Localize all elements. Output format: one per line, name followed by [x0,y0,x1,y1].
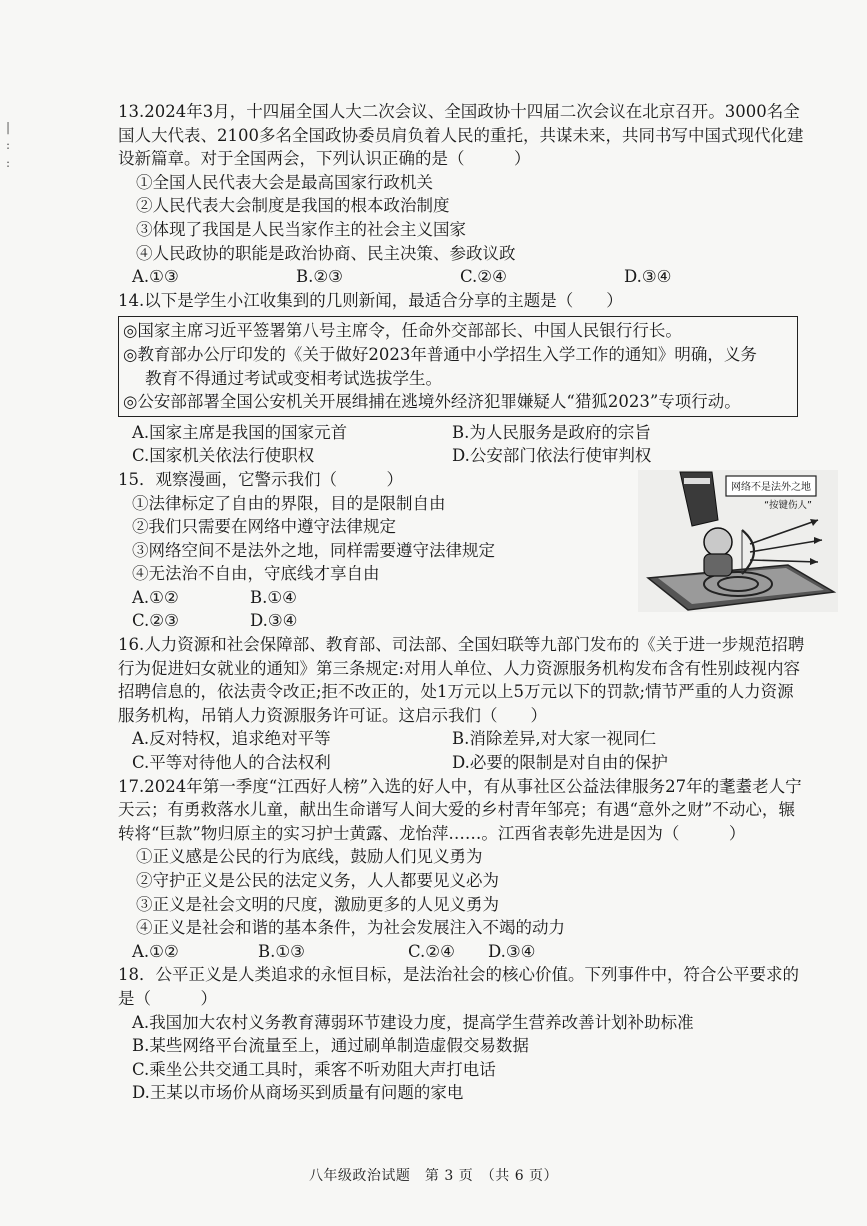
question-17-item-1: ①正义感是公民的行为底线，鼓励人们见义勇为 [136,847,483,867]
question-18 [118,963,808,1105]
question-13-item-4: ④人民政协的职能是政治协商、民主决策、参政议政 [136,243,516,263]
option-a: A.①③ [132,267,179,287]
question-17 [118,775,808,964]
option-c: C.平等对待他人的合法权利 [132,753,331,773]
option-c: C.②③ [132,611,179,631]
question-13-item-2: ②人民代表大会制度是我国的根本政治制度 [136,196,450,216]
question-15-item-3: ③网络空间不是法外之地，同样需要遵守法律规定 [132,540,495,560]
news-item-2-cont: 教育不得通过考试或变相考试选拔学生。 [145,368,442,388]
question-15-item-1: ①法律标定了自由的界限，目的是限制自由 [132,493,446,513]
question-18-option-b: B.某些网络平台流量至上，通过刷单制造虚假交易数据 [132,1036,529,1056]
option-d: D.③④ [624,267,672,287]
cartoon-image [638,470,838,612]
option-b: B.消除差异,对大家一视同仁 [452,729,657,749]
question-14 [118,289,808,468]
question-14-options-row-1 [118,421,808,445]
question-13-item-3: ③体现了我国是人民当家作主的社会主义国家 [136,219,466,239]
page-footer: 八年级政治试题 第 3 页 （共 6 页） [308,1168,559,1184]
character-head [704,528,732,556]
binding-mark: | [6,120,11,134]
questions-content [118,100,812,1105]
option-a: A.国家主席是我国的国家元首 [132,422,348,442]
question-13-stem: 13.2024年3月，十四届全国人大二次会议、全国政协十四届二次会议在北京召开。3000名全国人大代表、2100多名全国政协委员肩负着人民的重托，共谋未来，共同书写中国式现代化建设新篇章。对于全国两会，下列认识正确的是（ ） [118,102,804,169]
option-b: B.②③ [296,267,343,287]
option-c: C.②④ [460,267,507,287]
question-17-item-3: ③正义是社会文明的尺度，激励更多的人见义勇为 [136,894,499,914]
option-d: D.公安部门依法行使审判权 [452,446,652,466]
question-13 [118,100,808,289]
question-15-item-2: ②我们只需要在网络中遵守法律规定 [132,517,396,537]
question-14-stem: 14.以下是学生小江收集到的几则新闻，最适合分享的主题是（ ） [118,290,623,310]
binding-mark: : [6,138,11,152]
question-18-option-a: A.我国加大农村义务教育薄弱环节建设力度，提高学生营养改善计划补助标准 [132,1012,694,1032]
option-a: A.①② [132,587,179,607]
binding-mark: : [6,156,11,170]
question-18-option-c: C.乘坐公共交通工具时，乘客不听劝阻大声打电话 [132,1059,496,1079]
option-b: B.为人民服务是政府的宗旨 [452,422,651,442]
tube-band [684,478,710,484]
question-13-options [118,265,808,289]
news-item-2: ◎教育部办公厅印发的《关于做好2023年普通中小学招生入学工作的通知》明确，义务 [123,344,757,364]
binding-marks [6,118,10,172]
option-b: B.①③ [258,941,305,961]
question-18-option-d: D.王某以市场价从商场买到质量有问题的家电 [132,1083,464,1103]
option-b: B.①④ [250,587,297,607]
question-15 [118,468,812,633]
question-17-options [118,940,808,964]
question-15-item-4: ④无法治不自由，守底线才享自由 [132,564,380,584]
option-d: D.必要的限制是对自由的保护 [452,753,668,773]
option-c: C.国家机关依法行使职权 [132,446,315,466]
option-a: A.①② [132,941,179,961]
character-body [704,554,732,576]
news-box [118,316,798,416]
question-15-options-row-2 [118,609,808,633]
cartoon-label-2: “按键伤人” [764,499,812,511]
option-c: C.②④ [408,941,455,961]
question-17-stem: 17.2024年第一季度“江西好人榜”入选的好人中，有从事社区公益法律服务27年的耄耋老人宁天云；有勇救落水儿童，献出生命谱写人间大爱的乡村青年邹亮；有遇“意外之财”不动心，辗转将“巨款”物归原主的实习护士黄露、龙怡萍……。江西省表彰先进是因为（ ） [118,776,802,843]
cartoon-label-1: 网络不是法外之地 [731,481,811,493]
question-16-options-row-1 [118,727,808,751]
question-16 [118,633,808,775]
question-16-options-row-2 [118,751,808,775]
question-16-stem: 16.人力资源和社会保障部、教育部、司法部、全国妇联等九部门发布的《关于进一步规范招聘行为促进妇女就业的通知》第三条规定:对用人单位、人力资源服务机构发布含有性别歧视内容招聘信息的，依法责令改正;拒不改正的，处1万元以上5万元以下的罚款;情节严重的人力资源服务机构，吊销人力资源服务许可证。这启示我们（ ） [118,635,805,725]
option-d: D.③④ [250,611,298,631]
option-a: A.反对特权，追求绝对平等 [132,729,331,749]
question-14-options-row-2 [118,444,808,468]
option-d: D.③④ [488,941,536,961]
question-15-stem: 15．观察漫画，它警示我们（ ） [118,469,403,489]
news-item-1: ◎国家主席习近平签署第八号主席令，任命外交部部长、中国人民银行行长。 [123,321,682,341]
question-17-item-4: ④正义是社会和谐的基本条件，为社会发展注入不竭的动力 [136,918,565,938]
question-17-item-2: ②守护正义是公民的法定义务，人人都要见义必为 [136,871,499,890]
news-item-3: ◎公安部部署全国公安机关开展缉捕在逃境外经济犯罪嫌疑人“猎狐2023”专项行动。 [123,392,741,412]
question-13-item-1: ①全国人民代表大会是最高国家行政机关 [136,172,433,192]
question-18-stem: 18．公平正义是人类追求的永恒目标，是法治社会的核心价值。下列事件中，符合公平要求的是（ ） [118,965,799,1008]
